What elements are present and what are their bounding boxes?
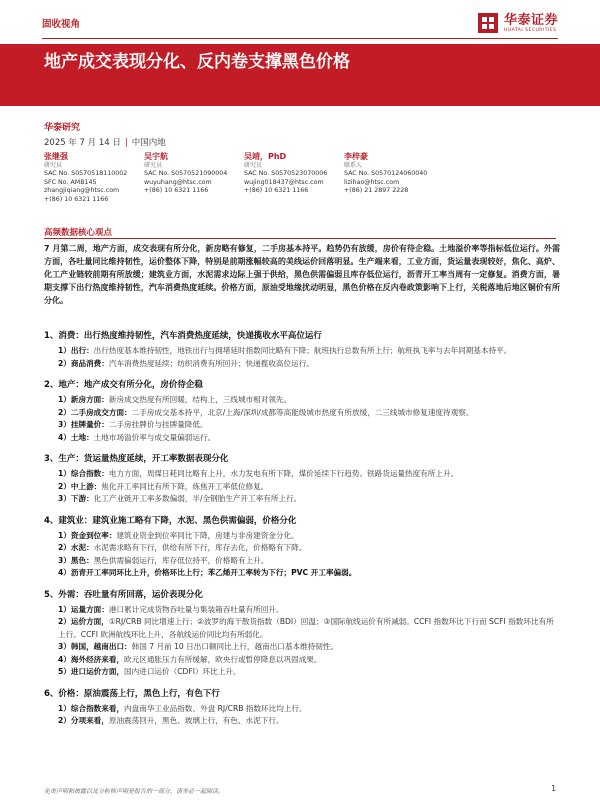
section-title: 6、价格：原油震荡上行，黑色上行，有色下行 [44,688,220,699]
author-phone: +(86) 21 2897 2228 [344,187,409,195]
item-label: 3）下游： [58,494,94,503]
section-item [44,567,560,580]
item-text: 国内进口运价（CDFI）环比上升。 [124,667,241,676]
section-title: 4、建筑业：建筑业施工略有下降，水泥、黑色供需偏弱，价格分化 [44,515,297,526]
section-item [44,394,560,407]
item-label: 3）韩国，越南出口： [58,642,132,651]
item-label: 4）海外经济来看， [58,654,125,664]
report-section [44,379,560,444]
section-title: 3、生产：货运量热度延续，开工率数据表现分化 [44,454,229,464]
section-item [44,407,560,420]
section-item [44,530,560,543]
section-item [44,703,560,716]
item-text: 电力方面，周煤日耗同比略有上升，水力发电有所下降，煤价延续下行趋势。铁路货运量热度有所上升。 [108,469,459,478]
research-label: 华泰研究 [44,123,81,133]
section-item [44,468,560,481]
item-label: 5）进口运价方面， [58,667,125,676]
report-section [44,515,560,580]
item-label: 2）二手房成交方面： [58,407,132,417]
item-text: 焦化开工率同比有所下降，炼焦开工率低位修复。 [101,481,269,491]
company-logo [477,12,558,34]
section-tag: 固收视角 [42,19,81,30]
item-label: 2）分项来看， [58,716,109,725]
section-item [44,493,560,506]
author-sac: SAC No. S0570521090004 [144,170,228,178]
author-sac: SAC No. S0570523070006 [244,170,328,178]
report-section [44,589,560,679]
summary-paragraph: 7 月第二周，地产方面，成交表现有所分化，新房略有修复，二手房基本持平。趋势仍有放缓，房价有待企稳。土地溢价率等指标低位运行。外需方面，各吐量同比维持韧性，运价整体下降，特别是前期涨幅较高的美线运价回落明显。生产端来看，工业方面，货运量表现较好，焦化、高炉、化工产业链较前期有所放缓；建筑业方面，水泥需求边际上强于供给，黑色供需偏弱且库存低位运行，沥青开工率当周有一定修复。消费方面，暑期支撑下出行热度维持韧性，汽车消费热度延续。价格方面，原油受地缘扰动明显，黑色价格在反内卷政策影响下上行，关税落地后地区铜价有所分化。 [44,244,560,305]
item-text: 韩国 7 月前 10 日出口额同比上行，越南出口基本维持韧性。 [131,642,339,651]
item-label: 3）挂牌量价： [58,420,109,429]
author-email[interactable]: lizihao@htsc.com [344,178,400,186]
section-item [44,555,560,568]
item-text: 港口累计完成货物吞吐量与集装箱吞吐量有所回升。 [108,604,284,614]
author-role: 研究员 [144,162,163,169]
section-title: 1、消费：出行热度维持韧性，汽车消费热度延续，快递揽收水平高位运行 [44,331,322,341]
section-item [44,542,560,555]
disclaimer-note: 免责声明和披露以及分析师声明是报告的一部分，请务必一起阅读。 [44,788,225,795]
section-item [44,604,560,617]
huatai-logo-icon [477,12,499,34]
section-item [44,345,560,358]
item-text: 土地市场溢价率与成交量偏弱运行。 [93,432,216,442]
item-label: 2）商品消费： [58,358,109,368]
item-text: ①RJ/CRB 同比增速上行；②波罗的海干散货指数（BDI）回温；③国际航线运价有所减弱。CCFI 指数环比下行而 SCFI 指数环比有所上行。CCFI 欧洲航线环比上升，各航线运价同比均有所弱化。 [58,617,554,639]
author-name: 吴宇航 [144,152,168,161]
author-card [344,152,444,204]
report-section [44,453,560,506]
section-title: 5、外需：吞吐量有所回落，运价表现分化 [44,589,203,600]
report-date: 2025 年 7 月 14 日 [44,138,121,148]
author-list [44,152,564,204]
author-sfc: SFC No. AMB145 [44,178,97,186]
item-label: 1）综合指数来看， [58,703,125,713]
item-text: 二手房成交基本持平，北京/上海/深圳/成都等高能级城市热度有所放缓，二三线城市修复速度待观察。 [131,407,474,417]
author-card [44,152,144,204]
section-title: 2、地产：地产成交有所分化，房价待企稳 [44,380,203,390]
logo-chinese-text: 华泰证券 [503,12,558,28]
page-header [42,12,558,40]
item-text: 二手房挂牌价与挂牌量降低。 [108,420,208,429]
item-label: 2）运价方面， [58,617,109,626]
logo-english-text: HUATAI SECURITIES [503,27,557,33]
author-sac: SAC No. S0570518110002 [44,170,128,178]
author-email[interactable]: wuyuhang@htsc.com [144,178,212,186]
item-text: 出行热度基本维持韧性，地铁出行与拥堵延时指数同比略有下降；航班执行总数有所上行；航班执飞率与去年同期基本持平。 [93,346,512,355]
item-label: 1）新房方面： [58,395,109,404]
item-text: 内盘南华工业品指数、外盘 RJ/CRB 指数环比均上行。 [124,703,307,713]
header-divider [42,38,558,39]
author-card [144,152,244,204]
item-text: 水泥需求略有下行，供给有所下行，库存去化，价格略有下降。 [93,543,307,552]
report-section [44,688,560,728]
section-item [44,419,560,432]
date-separator: | [124,138,128,148]
author-role: 研究员 [244,162,263,169]
author-name: 张继强 [44,152,68,161]
report-title: 地产成交表现分化、反内卷支撑黑色价格 [44,52,350,72]
core-views-heading: 高频数据核心观点 [44,228,113,238]
item-text: 新房成交热度有所回暖，结构上，三线城市相对领先。 [108,395,292,404]
author-role: 研究员 [44,162,63,169]
section-item [44,432,560,445]
item-text: 化工产业链开工率多数偏弱，半/全钢胎生产开工率有所上行。 [93,494,302,503]
item-label: 4）土地： [58,432,94,442]
core-views-divider [44,238,556,239]
item-label: 2）中上游： [58,481,102,491]
item-label: 1）出行： [58,346,94,355]
section-item [44,641,560,654]
author-sac: SAC No. S0570124060040 [344,170,428,178]
item-label: 4）沥青开工率同环比上升，价格环比上行；苯乙烯开工率转为下行；PVC 开工率偏弱。 [58,568,357,577]
date-line [44,136,166,148]
item-label: 1）资金到位率： [58,530,117,540]
report-section [44,330,560,370]
report-region: 中国内地 [131,138,166,148]
author-phone: +(86) 10 6321 1166 [44,195,109,203]
report-sections [44,330,560,737]
author-email[interactable]: zhangjiqiang@htsc.com [44,187,120,195]
author-phone: +(86) 10 6321 1166 [144,187,209,195]
item-label: 2）水泥： [58,543,94,552]
author-email[interactable]: wujing018437@htsc.com [244,178,324,186]
section-item [44,616,560,641]
author-role: 联系人 [344,162,363,169]
section-item [44,481,560,494]
author-name: 吴靖，PhD [244,152,287,161]
section-item [44,666,560,679]
item-label: 1）运量方面： [58,604,109,614]
author-card [244,152,344,204]
title-banner [0,44,600,106]
page-number: 1 [551,784,556,793]
author-phone: +(86) 10 6321 1166 [244,187,309,195]
item-text: 欧元区通胀压力有所缓解，欧央行或暂停降息以巩固成果。 [124,654,322,664]
item-text: 汽车消费热度延续；纺织消费有所回升；快递揽收高位运行。 [108,358,314,368]
author-name: 李梓豪 [344,152,368,161]
section-item [44,358,560,371]
section-item [44,715,560,728]
item-text: 建筑业资金到位率同比下降，房建与非房建资金分化。 [116,530,299,540]
section-item [44,654,560,667]
item-text: 原油震荡回升，黑色、玻璃上行，有色、水泥下行。 [108,716,284,725]
item-label: 1）综合指数： [58,469,109,478]
item-text: 黑色供需偏弱运行，库存低位持平，价格略有上升。 [93,555,269,565]
item-label: 3）黑色： [58,555,94,565]
